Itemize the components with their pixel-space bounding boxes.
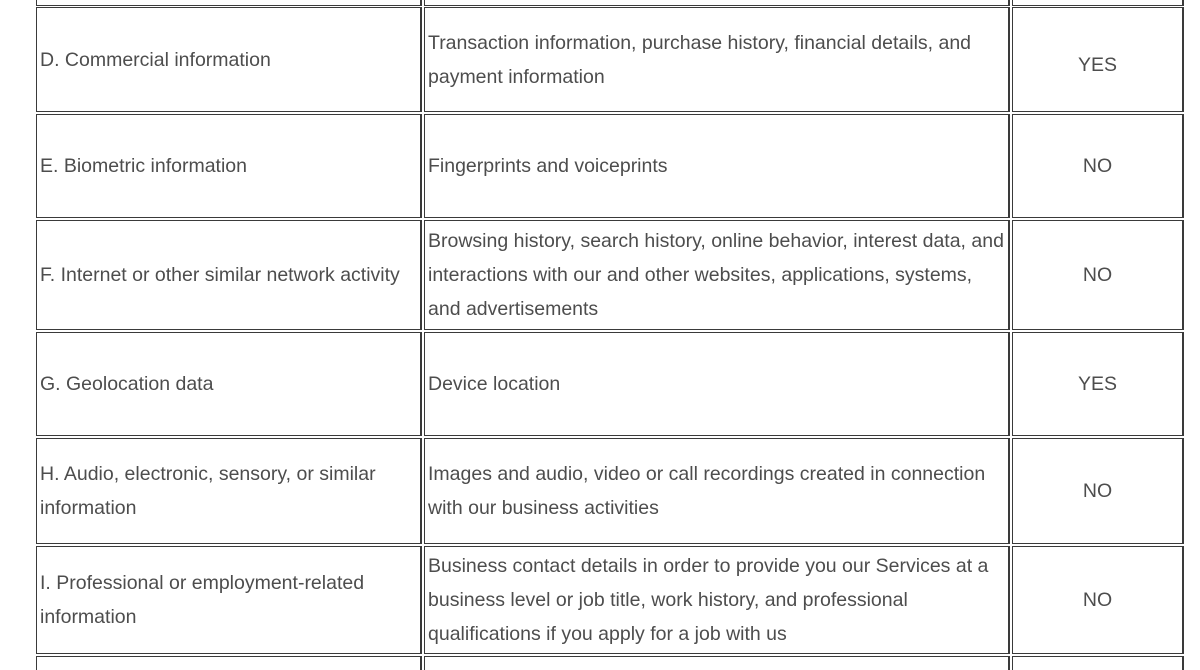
collected-value: NO xyxy=(1082,264,1113,286)
examples-cell xyxy=(424,546,1010,654)
collected-cell xyxy=(1012,7,1184,112)
category-label: D. Commercial information xyxy=(40,48,271,71)
collected-value: NO xyxy=(1082,155,1113,177)
category-cell xyxy=(36,332,422,436)
examples-text: Browsing history, search history, online behavior, interest data, and interactions with our and other websites, applications, systems, and advertisements xyxy=(428,230,1004,320)
personal-information-table xyxy=(36,0,1184,670)
table-cell-partial xyxy=(36,0,422,6)
examples-text: Fingerprints and voiceprints xyxy=(428,155,668,177)
category-label: F. Internet or other similar network activity xyxy=(40,264,400,286)
category-cell xyxy=(36,438,422,544)
examples-text: Transaction information, purchase history, financial details, and payment information xyxy=(428,31,972,88)
collected-value: NO xyxy=(1082,589,1113,611)
examples-cell xyxy=(424,7,1010,112)
table-cell-partial xyxy=(424,656,1010,670)
table-cell-partial xyxy=(36,656,422,670)
collected-cell xyxy=(1012,438,1184,544)
category-cell xyxy=(36,114,422,218)
examples-text: Images and audio, video or call recordings created in connection with our business activities xyxy=(428,463,986,519)
category-label: H. Audio, electronic, sensory, or similar information xyxy=(40,463,376,519)
collected-value: YES xyxy=(1077,54,1118,76)
collected-value: YES xyxy=(1077,373,1118,395)
examples-cell xyxy=(424,114,1010,218)
category-label: E. Biometric information xyxy=(40,155,247,177)
examples-cell xyxy=(424,332,1010,436)
collected-cell xyxy=(1012,332,1184,436)
table-cell-partial xyxy=(424,0,1010,6)
category-cell xyxy=(36,220,422,330)
examples-text: Business contact details in order to provide you our Services at a business level or job title, work history, and professional qualifications if you apply for a job with us xyxy=(428,555,989,645)
category-cell xyxy=(36,7,422,112)
examples-cell xyxy=(424,438,1010,544)
collected-value: NO xyxy=(1082,480,1113,502)
examples-text: Device location xyxy=(428,373,561,395)
category-label: I. Professional or employment-related information xyxy=(40,572,365,628)
collected-cell xyxy=(1012,114,1184,218)
table-cell-partial xyxy=(1012,0,1184,6)
collected-cell xyxy=(1012,220,1184,330)
collected-cell xyxy=(1012,546,1184,654)
category-cell xyxy=(36,546,422,654)
table-cell-partial xyxy=(1012,656,1184,670)
examples-cell xyxy=(424,220,1010,330)
category-label: G. Geolocation data xyxy=(40,373,214,395)
